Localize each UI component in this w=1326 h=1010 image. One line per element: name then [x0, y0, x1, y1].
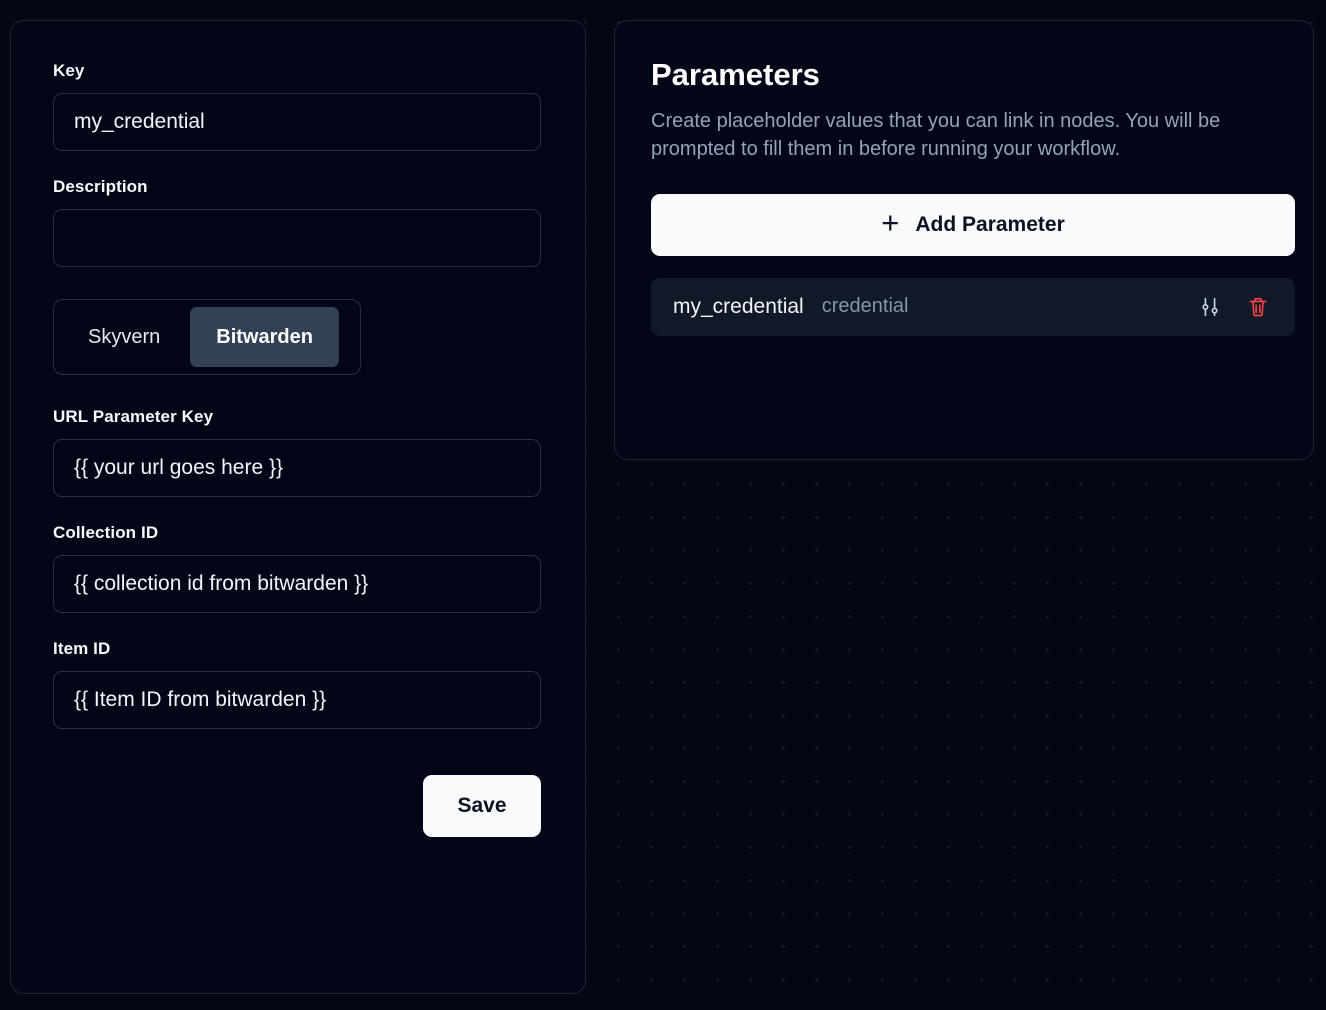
toggle-skyvern[interactable]: Skyvern	[62, 307, 186, 367]
parameter-list-item[interactable]	[651, 278, 1295, 336]
parameters-description: Create placeholder values that you can link in nodes. You will be prompted to fill them in before running your workflow.	[651, 110, 1221, 161]
collection-id-label: Collection ID	[53, 523, 159, 542]
parameter-type: credential	[821, 295, 909, 318]
parameters-title: Parameters	[651, 57, 820, 92]
item-id-label: Item ID	[53, 639, 111, 658]
description-label: Description	[53, 177, 148, 196]
credential-source-toggle-group	[53, 299, 361, 375]
save-button[interactable]: Save	[423, 775, 541, 837]
plus-icon: +	[881, 205, 900, 241]
collection-id-input[interactable]	[53, 555, 541, 613]
key-label: Key	[53, 61, 85, 80]
add-parameter-label: Add Parameter	[915, 212, 1065, 236]
trash-icon[interactable]	[1243, 296, 1273, 318]
parameter-key: my_credential	[673, 294, 804, 318]
url-parameter-key-input[interactable]	[53, 439, 541, 497]
item-id-input[interactable]	[53, 671, 541, 729]
description-input[interactable]	[53, 209, 541, 267]
sliders-icon[interactable]	[1195, 296, 1225, 318]
save-row	[53, 775, 541, 837]
url-parameter-key-label: URL Parameter Key	[53, 407, 214, 426]
key-input[interactable]	[53, 93, 541, 151]
parameters-panel	[614, 20, 1314, 460]
add-parameter-button[interactable]	[651, 194, 1295, 256]
credential-parameter-form	[10, 20, 586, 994]
toggle-bitwarden[interactable]: Bitwarden	[190, 307, 339, 367]
